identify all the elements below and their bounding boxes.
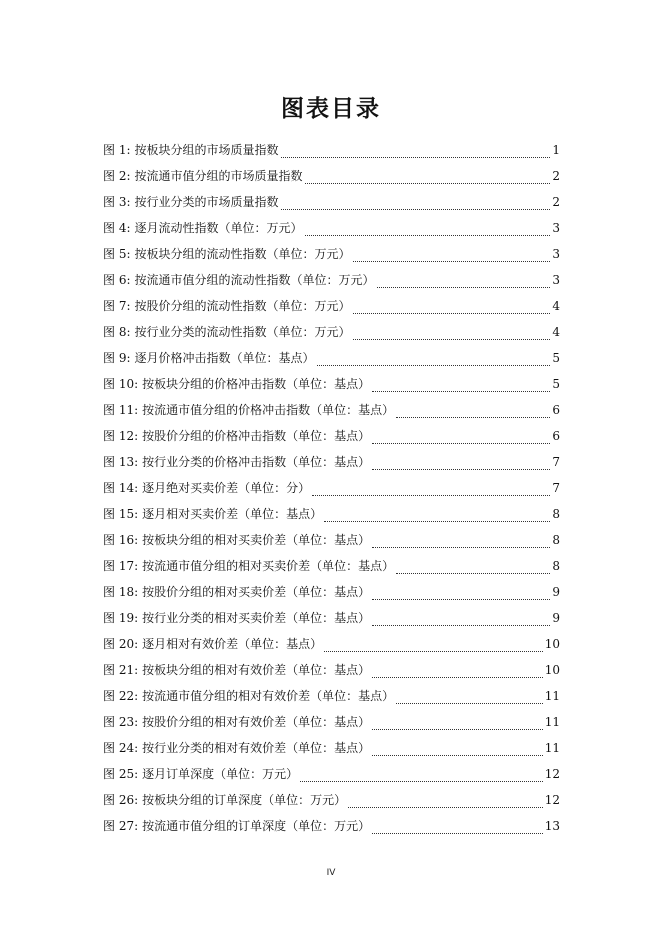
figure-title: 按板块分组的相对买卖价差（单位：基点） <box>142 533 371 547</box>
figure-title: 按股价分组的相对买卖价差（单位：基点） <box>142 585 371 599</box>
figure-number: 图 25: <box>103 767 139 781</box>
dot-leader <box>396 702 543 704</box>
toc-entry-label <box>103 530 370 550</box>
figure-number: 图 13: <box>103 455 139 469</box>
toc-entry-label <box>103 816 370 836</box>
page-ref: 1 <box>552 143 560 157</box>
toc-entry-label <box>103 764 298 784</box>
toc-entry-label <box>103 296 351 316</box>
figure-number: 图 7: <box>103 299 131 313</box>
dot-leader <box>353 312 550 314</box>
toc-entry-label <box>103 270 375 290</box>
dot-leader <box>348 806 543 808</box>
toc-entry-label <box>103 608 370 628</box>
figure-number: 图 19: <box>103 611 139 625</box>
toc-entry-label <box>103 374 370 394</box>
figure-number: 图 24: <box>103 741 139 755</box>
toc-entry[interactable] <box>103 322 560 348</box>
dot-leader <box>372 676 543 678</box>
page-ref: 3 <box>552 273 560 287</box>
figure-title: 按板块分组的订单深度（单位：万元） <box>142 793 347 807</box>
toc-entry[interactable] <box>103 374 560 400</box>
page-ref: 5 <box>552 351 560 365</box>
dot-leader <box>372 754 543 756</box>
figure-number: 图 27: <box>103 819 139 833</box>
toc-entry[interactable] <box>103 608 560 634</box>
page-title: 图表目录 <box>281 96 381 122</box>
toc-entry[interactable] <box>103 270 560 296</box>
figure-number: 图 23: <box>103 715 139 729</box>
page-ref: 8 <box>552 533 560 547</box>
dot-leader <box>353 260 550 262</box>
toc-entry-label <box>103 790 346 810</box>
figure-number: 图 26: <box>103 793 139 807</box>
page-ref: 2 <box>552 195 560 209</box>
page-ref: 7 <box>552 481 560 495</box>
toc-entry[interactable] <box>103 686 560 712</box>
figure-number: 图 22: <box>103 689 139 703</box>
figure-number: 图 2: <box>103 169 131 183</box>
dot-leader <box>372 832 543 834</box>
page-ref: 11 <box>544 715 560 729</box>
toc-entry-label <box>103 192 279 212</box>
toc-entry[interactable] <box>103 400 560 426</box>
dot-leader <box>372 546 550 548</box>
toc-entry[interactable] <box>103 166 560 192</box>
page-ref: 9 <box>552 611 560 625</box>
figure-title: 逐月订单深度（单位：万元） <box>142 767 299 781</box>
toc-entry[interactable] <box>103 452 560 478</box>
dot-leader <box>372 390 550 392</box>
figure-title: 逐月流动性指数（单位：万元） <box>134 221 303 235</box>
toc-entry[interactable] <box>103 296 560 322</box>
figure-title: 按板块分组的流动性指数（单位：万元） <box>134 247 351 261</box>
page-ref: 4 <box>552 299 560 313</box>
dot-leader <box>324 520 550 522</box>
page-ref: 6 <box>552 429 560 443</box>
toc-entry[interactable] <box>103 530 560 556</box>
dot-leader <box>377 286 550 288</box>
toc-entry-label <box>103 686 394 706</box>
figure-title: 按行业分类的相对买卖价差（单位：基点） <box>142 611 371 625</box>
toc-entry[interactable] <box>103 556 560 582</box>
figure-number: 图 21: <box>103 663 139 677</box>
toc-entry[interactable] <box>103 660 560 686</box>
toc-entry-label <box>103 452 370 472</box>
dot-leader <box>396 572 550 574</box>
figure-number: 图 3: <box>103 195 131 209</box>
toc-entry-label <box>103 348 315 368</box>
page-ref: 10 <box>544 663 560 677</box>
page-ref: 3 <box>552 221 560 235</box>
figure-title: 按股价分组的相对有效价差（单位：基点） <box>142 715 371 729</box>
page-ref: 10 <box>544 637 560 651</box>
figure-title: 逐月价格冲击指数（单位：基点） <box>134 351 315 365</box>
toc-entry-label <box>103 140 279 160</box>
page-ref: 12 <box>544 793 560 807</box>
toc-entry[interactable] <box>103 764 560 790</box>
dot-leader <box>300 780 543 782</box>
page-ref: 8 <box>552 559 560 573</box>
figure-number: 图 4: <box>103 221 131 235</box>
figure-number: 图 16: <box>103 533 139 547</box>
toc-entry[interactable] <box>103 790 560 816</box>
toc-entry-label <box>103 400 394 420</box>
figure-number: 图 17: <box>103 559 139 573</box>
figure-number: 图 5: <box>103 247 131 261</box>
page-ref: 11 <box>544 741 560 755</box>
page-ref: 12 <box>544 767 560 781</box>
figure-number: 图 9: <box>103 351 131 365</box>
toc-entry[interactable] <box>103 192 560 218</box>
page-ref: 7 <box>552 455 560 469</box>
toc-entry-label <box>103 166 303 186</box>
dot-leader <box>372 598 550 600</box>
page-ref: 2 <box>552 169 560 183</box>
dot-leader <box>281 156 550 158</box>
figure-number: 图 14: <box>103 481 139 495</box>
toc-entry-label <box>103 712 370 732</box>
figure-title: 逐月相对有效价差（单位：基点） <box>142 637 323 651</box>
figure-title: 逐月相对买卖价差（单位：基点） <box>142 507 323 521</box>
figure-number: 图 6: <box>103 273 131 287</box>
toc-entry[interactable] <box>103 140 560 166</box>
figure-title: 按板块分组的相对有效价差（单位：基点） <box>142 663 371 677</box>
figure-title: 按流通市值分组的流动性指数（单位：万元） <box>134 273 375 287</box>
toc-entry-label <box>103 556 394 576</box>
dot-leader <box>305 234 550 236</box>
dot-leader <box>372 624 550 626</box>
figure-title: 按行业分类的市场质量指数 <box>134 195 279 209</box>
dot-leader <box>372 468 550 470</box>
toc-entry[interactable] <box>103 218 560 244</box>
figure-title: 按流通市值分组的市场质量指数 <box>134 169 303 183</box>
toc-entry[interactable] <box>103 478 560 504</box>
toc-entry[interactable] <box>103 816 560 842</box>
page-number: IV <box>326 868 336 878</box>
dot-leader <box>372 442 550 444</box>
figure-title: 按流通市值分组的订单深度（单位：万元） <box>142 819 371 833</box>
toc-entry-label <box>103 582 370 602</box>
figure-number: 图 18: <box>103 585 139 599</box>
toc-entry-label <box>103 244 351 264</box>
figure-number: 图 10: <box>103 377 139 391</box>
dot-leader <box>324 650 543 652</box>
figure-title: 按股价分组的流动性指数（单位：万元） <box>134 299 351 313</box>
page-ref: 3 <box>552 247 560 261</box>
figure-title: 按流通市值分组的相对买卖价差（单位：基点） <box>142 559 395 573</box>
toc-entry[interactable] <box>103 504 560 530</box>
page-ref: 6 <box>552 403 560 417</box>
page-ref: 9 <box>552 585 560 599</box>
toc-entry-label <box>103 478 310 498</box>
figure-number: 图 12: <box>103 429 139 443</box>
figure-title: 按行业分类的相对有效价差（单位：基点） <box>142 741 371 755</box>
toc-entry[interactable] <box>103 426 560 452</box>
figure-title: 按板块分组的市场质量指数 <box>134 143 279 157</box>
dot-leader <box>312 494 550 496</box>
figure-title: 按行业分类的价格冲击指数（单位：基点） <box>142 455 371 469</box>
toc-entry[interactable] <box>103 712 560 738</box>
figure-number: 图 8: <box>103 325 131 339</box>
figure-number: 图 11: <box>103 403 139 417</box>
toc-entry[interactable] <box>103 348 560 374</box>
dot-leader <box>396 416 550 418</box>
toc-entry-label <box>103 504 322 524</box>
toc-entry[interactable] <box>103 582 560 608</box>
dot-leader <box>372 728 543 730</box>
toc-entry[interactable] <box>103 738 560 764</box>
dot-leader <box>281 208 550 210</box>
toc-entry-label <box>103 634 322 654</box>
toc-entry-label <box>103 738 370 758</box>
page-ref: 8 <box>552 507 560 521</box>
page-ref: 5 <box>552 377 560 391</box>
toc-entry-label <box>103 322 351 342</box>
toc-entry[interactable] <box>103 244 560 270</box>
figure-number: 图 1: <box>103 143 131 157</box>
page-ref: 4 <box>552 325 560 339</box>
toc-entry-label <box>103 426 370 446</box>
figure-title: 按流通市值分组的价格冲击指数（单位：基点） <box>142 403 395 417</box>
figure-title: 按流通市值分组的相对有效价差（单位：基点） <box>142 689 395 703</box>
page-ref: 13 <box>544 819 560 833</box>
figure-title: 按板块分组的价格冲击指数（单位：基点） <box>142 377 371 391</box>
figure-title: 按股价分组的价格冲击指数（单位：基点） <box>142 429 371 443</box>
figure-number: 图 20: <box>103 637 139 651</box>
figure-number: 图 15: <box>103 507 139 521</box>
figure-title: 按行业分类的流动性指数（单位：万元） <box>134 325 351 339</box>
table-of-figures <box>103 140 560 842</box>
dot-leader <box>305 182 550 184</box>
page-ref: 11 <box>544 689 560 703</box>
dot-leader <box>317 364 550 366</box>
dot-leader <box>353 338 550 340</box>
toc-entry-label <box>103 660 370 680</box>
toc-entry[interactable] <box>103 634 560 660</box>
figure-title: 逐月绝对买卖价差（单位：分） <box>142 481 311 495</box>
toc-entry-label <box>103 218 303 238</box>
